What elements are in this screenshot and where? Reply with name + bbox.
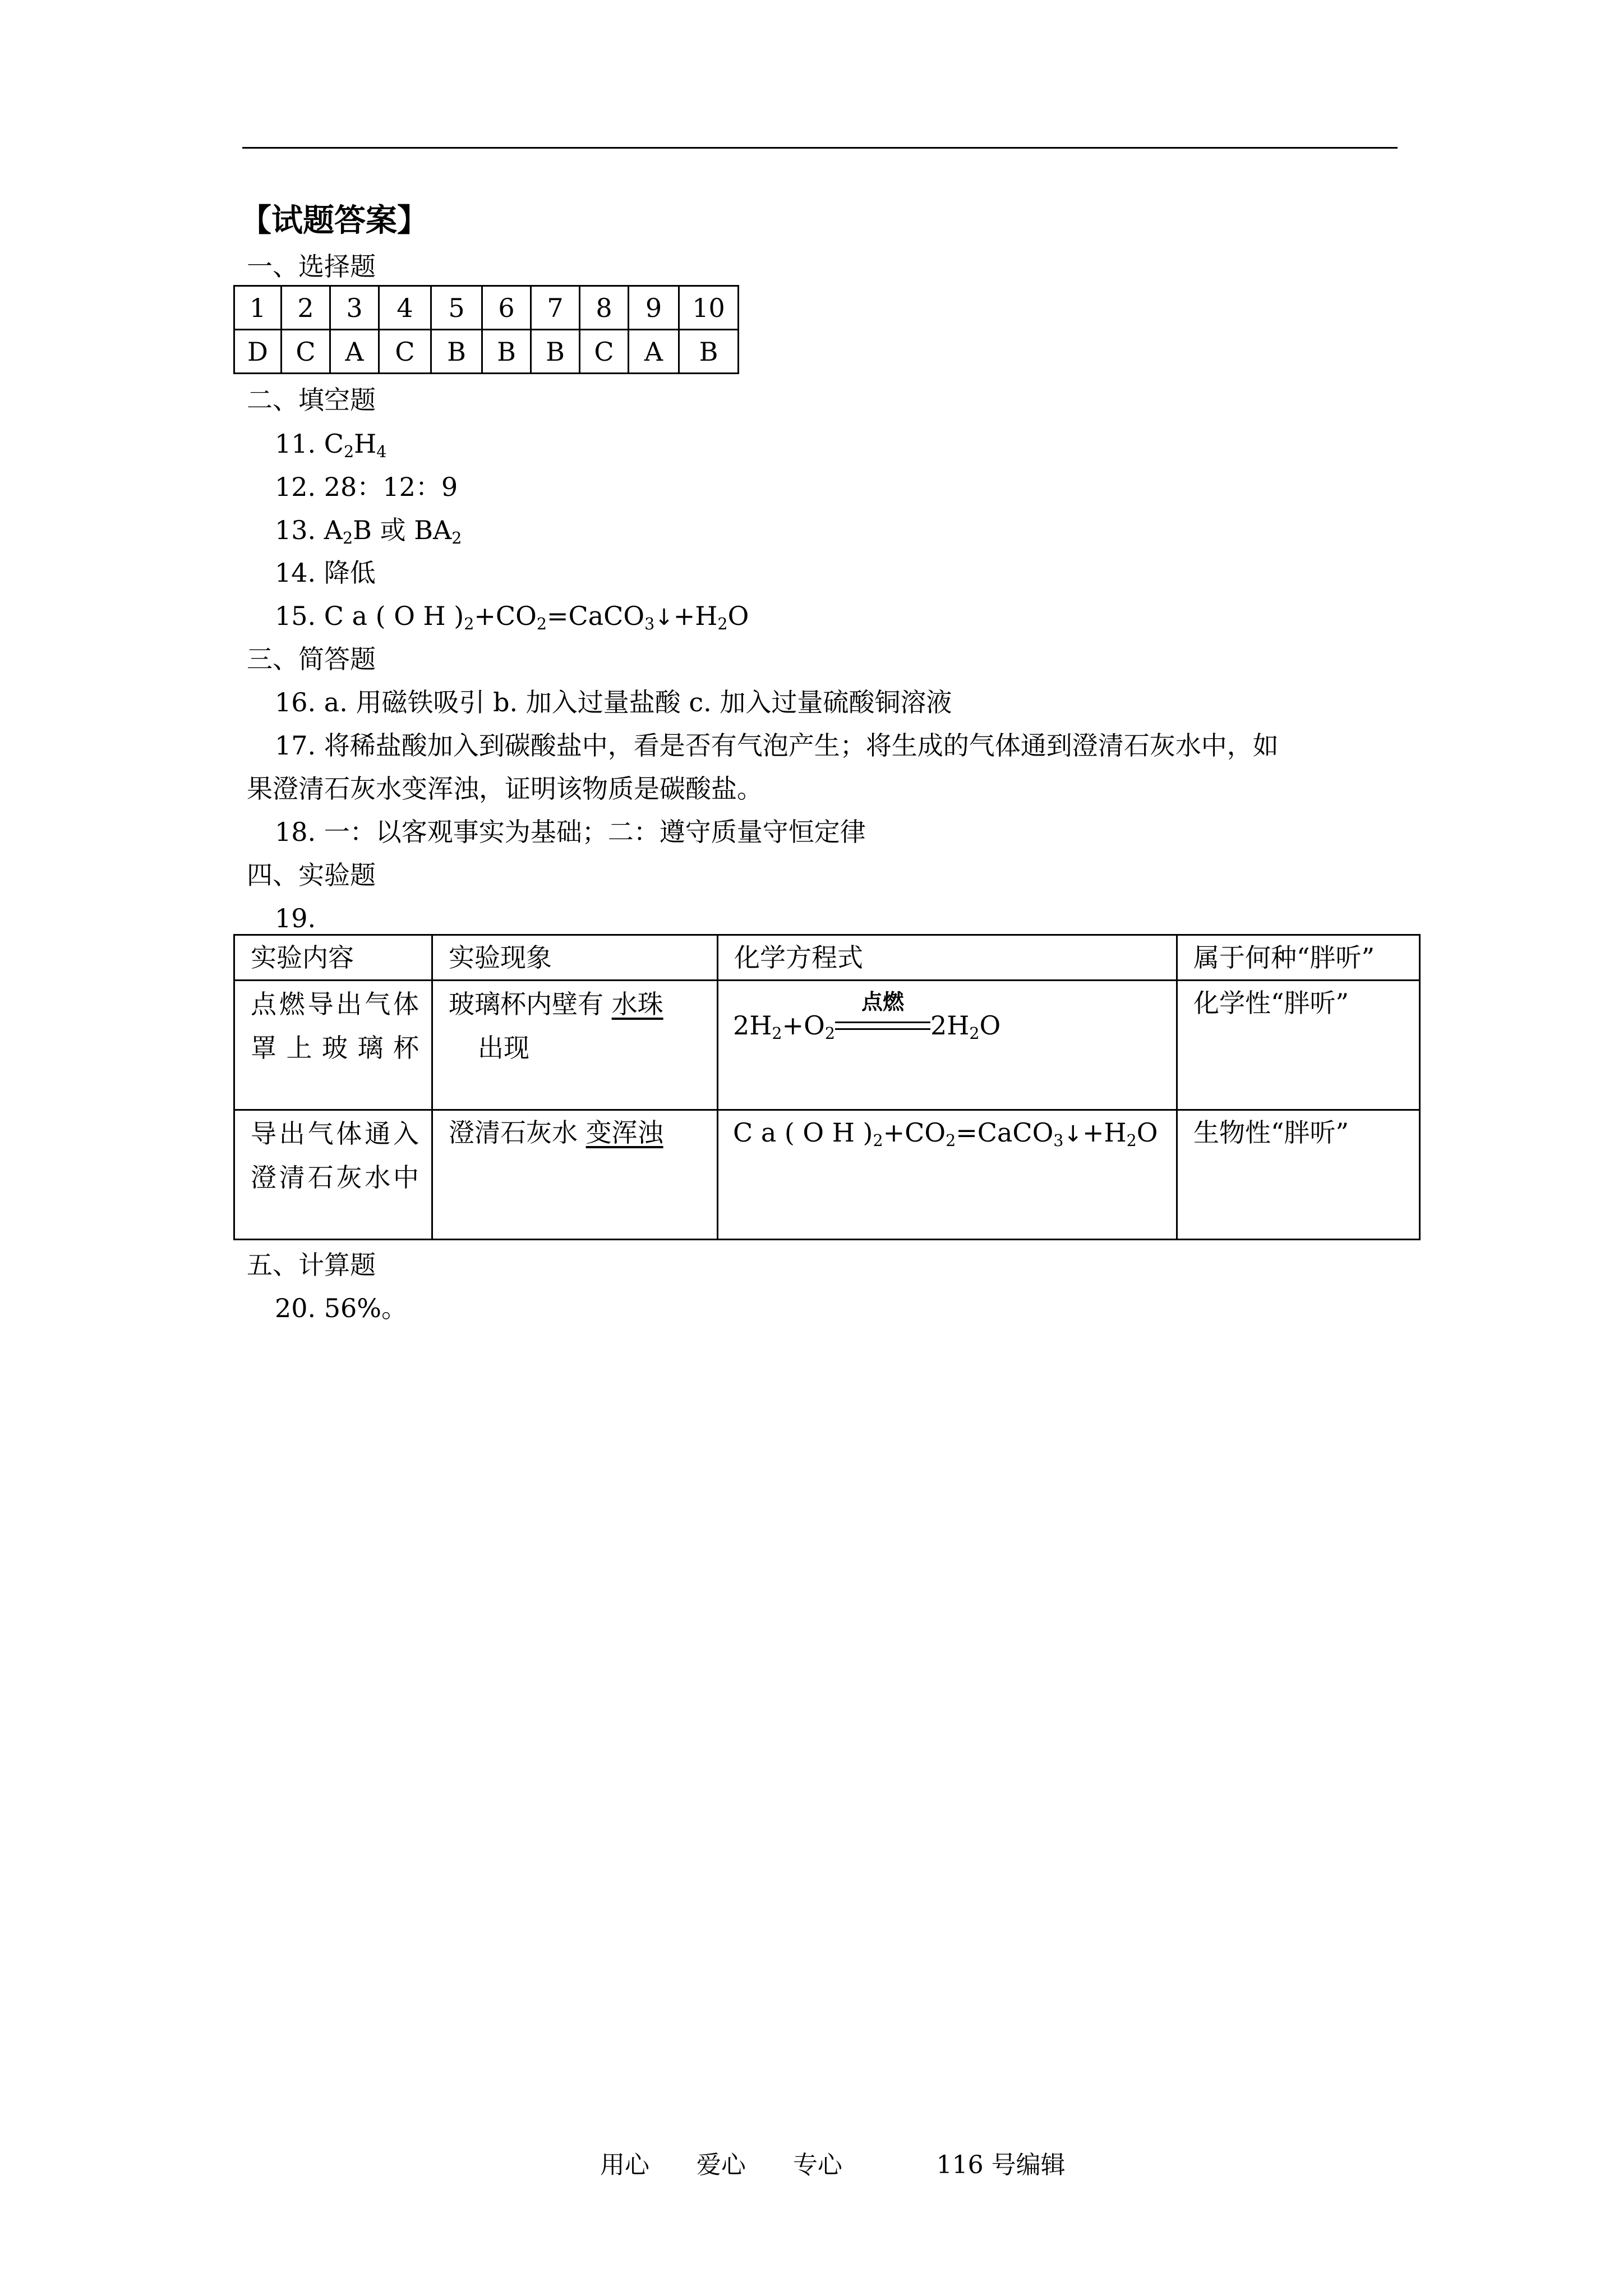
answer-16: 16. a. 用磁铁吸引 b. 加入过量盐酸 c. 加入过量硫酸铜溶液 xyxy=(275,687,952,717)
row1-phenomenon xyxy=(432,981,718,1110)
choice-number-cell: 3 xyxy=(330,286,379,330)
sub: 2 xyxy=(873,1131,883,1150)
page-footer: 用心 爱心 专心 116 号编辑 xyxy=(600,2151,1066,2179)
row2-phenomenon-text: 澄清石灰水 xyxy=(449,1117,586,1148)
answer-11-number: 11. xyxy=(275,429,316,459)
row1-content xyxy=(234,981,432,1110)
section-short-heading: 三、简答题 xyxy=(247,644,376,674)
choice-answer-cell: B xyxy=(679,330,739,374)
answer-17-line2: 果澄清石灰水变浑浊，证明该物质是碳酸盐。 xyxy=(247,774,763,804)
choice-answer-cell: D xyxy=(234,330,282,374)
header-phenomenon: 实验现象 xyxy=(432,935,718,981)
formula-caoh: C a ( O H ) xyxy=(324,601,464,631)
formula-part: +CO xyxy=(883,1117,946,1148)
experiment-table xyxy=(233,934,1421,1240)
choice-number-cell: 4 xyxy=(379,286,431,330)
choice-number-cell: 9 xyxy=(629,286,679,330)
row2-equation: C a ( O H )$_2+CO_2=CaCO_3↓+H_2O$ xyxy=(718,1110,1177,1240)
section-choice-heading: 一、选择题 xyxy=(247,251,376,282)
choice-number-row xyxy=(234,286,739,330)
answer-14: 14. 降低 xyxy=(275,558,376,588)
formula-part: O xyxy=(1136,1117,1158,1148)
choice-answer-table xyxy=(233,285,739,374)
header-equation: 化学方程式 xyxy=(718,935,1177,981)
row2-phenomenon xyxy=(432,1110,718,1240)
answer-11: 11. $C_2H_4$ xyxy=(275,429,387,461)
formula-part: +CO xyxy=(474,601,537,631)
section-experiment-heading: 四、实验题 xyxy=(247,860,376,890)
choice-answer-cell: C xyxy=(580,330,629,374)
choice-answer-cell: B xyxy=(531,330,580,374)
reaction-condition-label: 点燃 xyxy=(861,990,904,1014)
header-rule xyxy=(242,147,1398,149)
formula-part: =CaCO xyxy=(956,1117,1054,1148)
formula-part: +H xyxy=(673,601,718,631)
row1-phenomenon-tail: 出现 xyxy=(478,1033,529,1063)
row2-phenomenon-blank: 变浑浊 xyxy=(585,1117,663,1148)
formula-part: =CaCO xyxy=(547,601,645,631)
sub: 3 xyxy=(644,614,655,633)
formula-part: O xyxy=(727,601,749,631)
row1-phenomenon-text: 玻璃杯内壁有 xyxy=(449,989,612,1019)
row2-type: 生物性“胖听” xyxy=(1177,1110,1420,1240)
choice-answer-cell: B xyxy=(431,330,482,374)
formula-caoh: C a ( O H ) xyxy=(733,1117,873,1148)
choice-number-cell: 5 xyxy=(431,286,482,330)
sub: 2 xyxy=(464,614,474,633)
sub: 3 xyxy=(1053,1131,1064,1150)
choice-number-cell: 1 xyxy=(234,286,282,330)
section-fill-heading: 二、填空题 xyxy=(247,385,376,415)
answer-17-line1: 17. 将稀盐酸加入到碳酸盐中，看是否有气泡产生；将生成的气体通到澄清石灰水中，如 xyxy=(275,730,1279,761)
answer-13-number: 13. xyxy=(275,515,316,545)
answer-19-label: 19. xyxy=(275,903,316,933)
choice-answer-cell: A xyxy=(629,330,679,374)
reaction-condition-arrow xyxy=(835,990,930,1041)
header-content: 实验内容 xyxy=(234,935,432,981)
answer-20: 20. 56%。 xyxy=(275,1293,408,1323)
answer-13: 13. $A_2B$ 或 $BA_2$ xyxy=(275,515,462,547)
answers-heading: 【试题答案】 xyxy=(240,202,428,239)
choice-answer-cell: B xyxy=(482,330,531,374)
choice-answer-row xyxy=(234,330,739,374)
answer-12: 12. 28：12：9 xyxy=(275,472,458,502)
choice-number-cell: 2 xyxy=(282,286,330,330)
choice-answer-cell: A xyxy=(330,330,379,374)
choice-answer-cell: C xyxy=(379,330,431,374)
experiment-row xyxy=(234,981,1420,1110)
precipitate-arrow-icon: ↓ xyxy=(654,605,674,631)
section-calc-heading: 五、计算题 xyxy=(247,1250,376,1280)
answer-15: 15. C a ( O H )$_2+CO_2=CaCO_3↓+H_2O$ xyxy=(275,601,749,633)
choice-number-cell: 7 xyxy=(531,286,580,330)
row2-content-text: 导出气体通入澄清石灰水中 xyxy=(251,1119,419,1193)
formula-part: +H xyxy=(1082,1117,1127,1148)
precipitate-arrow-icon: ↓ xyxy=(1063,1121,1082,1147)
experiment-row xyxy=(234,1110,1420,1240)
equation-hydrogen-combustion: $2H_2+O_2$ 点燃 $2H_2O$ xyxy=(733,990,1001,1043)
answer-18: 18. 一：以客观事实为基础；二：遵守质量守恒定律 xyxy=(275,817,866,847)
answer-15-number: 15. xyxy=(275,601,316,631)
row1-content-text: 点燃导出气体罩上玻璃杯 xyxy=(251,989,419,1063)
choice-number-cell: 8 xyxy=(580,286,629,330)
row1-type: 化学性“胖听” xyxy=(1177,981,1420,1110)
row1-equation xyxy=(718,981,1177,1110)
row1-phenomenon-blank: 水珠 xyxy=(611,989,663,1019)
choice-number-cell: 10 xyxy=(679,286,739,330)
choice-answer-cell: C xyxy=(282,330,330,374)
row2-content xyxy=(234,1110,432,1240)
answer-13-or: 或 xyxy=(380,515,406,545)
choice-number-cell: 6 xyxy=(482,286,531,330)
experiment-header-row xyxy=(234,935,1420,981)
header-type: 属于何种“胖听” xyxy=(1177,935,1420,981)
